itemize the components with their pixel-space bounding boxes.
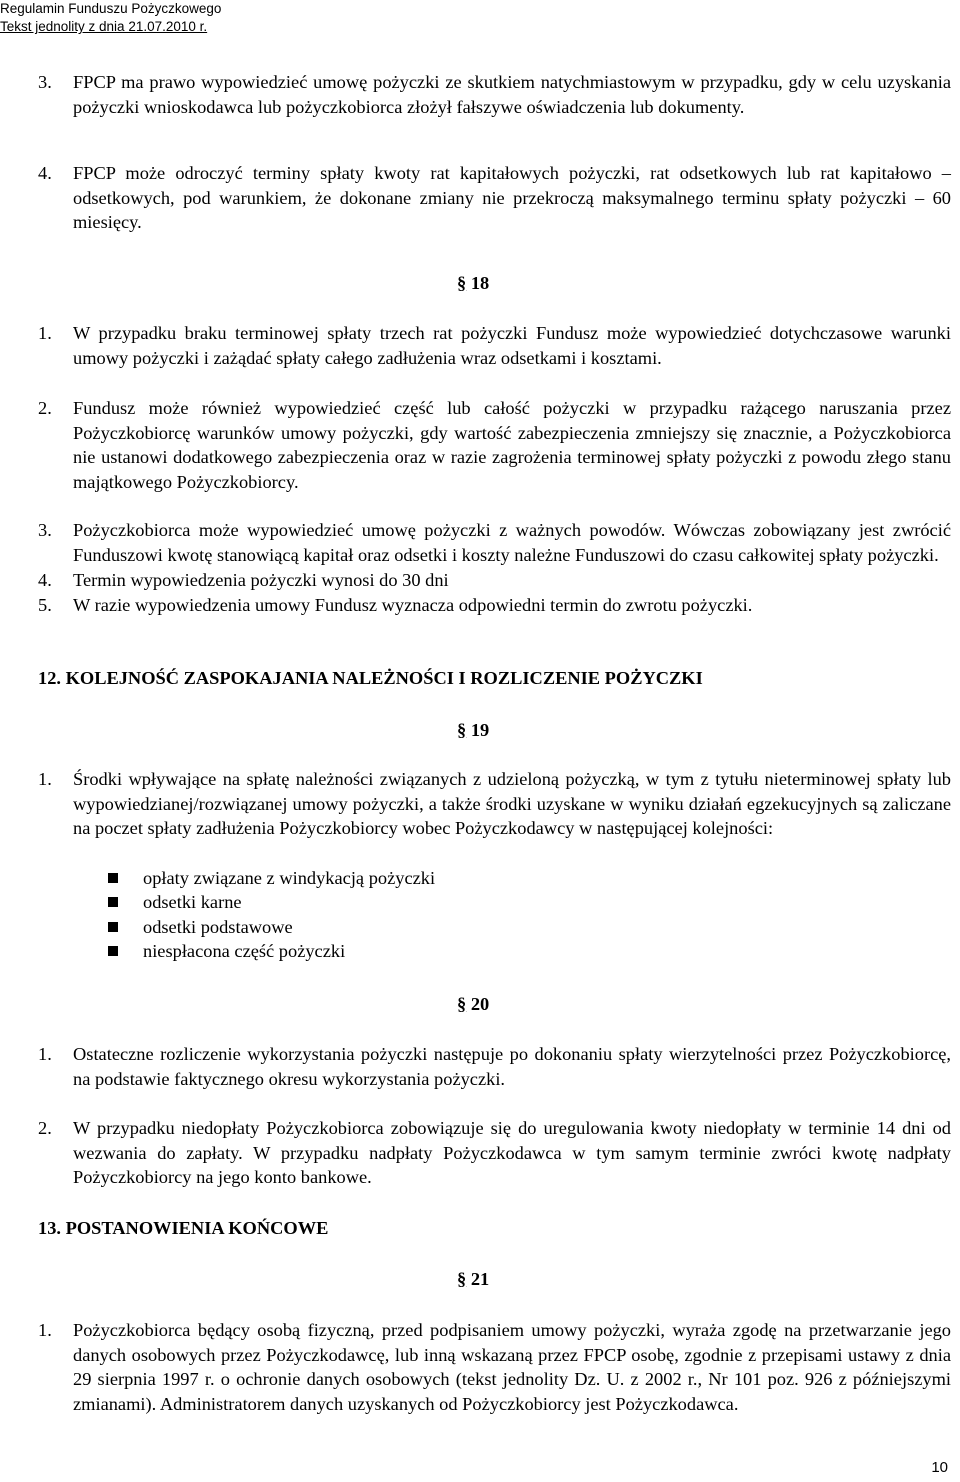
list-item — [73, 161, 951, 235]
item-number: 3. — [38, 72, 52, 92]
list-item — [73, 568, 951, 593]
paragraph-number: 19 — [470, 720, 490, 740]
item-text: Pożyczkobiorca będący osobą fizyczną, przed podpisaniem umowy pożyczki, wyraża zgodę na przetwarzanie jego danych osobowych przez Pożyczkodawcę, lub inną wskazaną przez FPCP osobę, zgodnie z przepisami ustawy z dnia 29 sierpnia 1997 r. o ochronie danych osobowych (tekst jednolity Dz. U. z 2002 r., Nr 101 poz. 926 z późniejszymi zmianami). Administratorem danych uzyskanych od Pożyczkobiorcy jest Pożyczkodawca. — [73, 1320, 951, 1414]
paragraph-sign: § — [457, 994, 467, 1014]
item-text: W razie wypowiedzenia umowy Fundusz wyznacza odpowiedni termin do zwrotu pożyczki. — [73, 595, 753, 615]
bullet-item: niespłacona część pożyczki — [143, 941, 346, 961]
item-text: Ostateczne rozliczenie wykorzystania pożyczki następuje po dokonaniu spłaty wierzytelności przez Pożyczkobiorcę, na podstawie faktycznego okresu wykorzystania pożyczki. — [73, 1044, 951, 1089]
paragraph-sign: § — [457, 273, 467, 293]
chapter-title-12: 12. KOLEJNOŚĆ ZASPOKAJANIA NALEŻNOŚCI I ROZLICZENIE POŻYCZKI — [38, 668, 703, 688]
item-text: W przypadku niedopłaty Pożyczkobiorca zobowiązuje się do uregulowania kwoty niedopłaty w terminie 14 dni od wezwania do zapłaty. W przypadku nadpłaty Pożyczkodawca w tym samym terminie zwróci kwotę nadpłaty Pożyczkobiorcy na jego konto bankowe. — [73, 1118, 951, 1188]
bullet-square-icon — [108, 873, 118, 883]
item-text: Fundusz może również wypowiedzieć część lub całość pożyczki w przypadku rażącego naruszania przez Pożyczkobiorcę warunków umowy pożyczki, gdy wartość zabezpieczenia zmniejszy się znacznie, a Pożyczkobiorca nie ustanowi dodatkowego zabezpieczenia oraz w razie zagrożenia terminowej spłaty pożyczki z powodu złego stanu majątkowego Pożyczkobiorcy. — [73, 398, 951, 492]
document-title: Regulamin Funduszu Pożyczkowego — [0, 1, 222, 16]
bullet-square-icon — [108, 897, 118, 907]
item-number: 4. — [38, 570, 52, 590]
item-text: FPCP ma prawo wypowiedzieć umowę pożyczki ze skutkiem natychmiastowym w przypadku, gdy w celu uzyskania pożyczki wnioskodawca lub pożyczkobiorca złożył fałszywe oświadczenia lub dokumenty. — [73, 72, 951, 117]
list-item — [73, 396, 951, 494]
bullet-item: odsetki podstawowe — [143, 917, 293, 937]
paragraph-number: 20 — [470, 994, 490, 1014]
paragraph-sign: § — [457, 720, 467, 740]
list-item — [73, 1042, 951, 1091]
paragraph-number: 18 — [470, 273, 490, 293]
item-number: 2. — [38, 398, 52, 418]
chapter-title-13: 13. POSTANOWIENIA KOŃCOWE — [38, 1218, 329, 1238]
paragraph-heading-20 — [457, 992, 489, 1016]
item-number: 4. — [38, 163, 52, 183]
list-item — [73, 518, 951, 567]
item-number: 3. — [38, 520, 52, 540]
bullet-square-icon — [108, 922, 118, 932]
bullet-item: odsetki karne — [143, 892, 242, 912]
page-number: 10 — [931, 1459, 948, 1476]
bullet-square-icon — [108, 946, 118, 956]
document-version: Tekst jednolity z dnia 21.07.2010 r. — [0, 19, 208, 34]
paragraph-number: 21 — [470, 1269, 490, 1289]
list-item — [73, 593, 951, 618]
item-text: Termin wypowiedzenia pożyczki wynosi do 30 dni — [73, 570, 449, 590]
item-text: W przypadku braku terminowej spłaty trzech rat pożyczki Fundusz może wypowiedzieć dotychczasowe warunki umowy pożyczki i zażądać spłaty całego zadłużenia wraz odsetkami i kosztami. — [73, 323, 951, 368]
item-text: FPCP może odroczyć terminy spłaty kwoty rat kapitałowych pożyczki, rat odsetkowych lub rat kapitałowo – odsetkowych, pod warunkiem, że dokonane zmiany nie przekroczą maksymalnego terminu spłaty pożyczki – 60 miesięcy. — [73, 163, 951, 233]
item-number: 2. — [38, 1118, 52, 1138]
paragraph-heading-18 — [457, 271, 489, 295]
paragraph-heading-21 — [457, 1267, 489, 1291]
list-item — [73, 1318, 951, 1416]
list-item — [73, 1116, 951, 1190]
bullet-item: opłaty związane z windykacją pożyczki — [143, 868, 436, 888]
paragraph-heading-19 — [457, 718, 489, 742]
item-number: 1. — [38, 1044, 52, 1064]
item-number: 1. — [38, 769, 52, 789]
list-item — [73, 70, 951, 119]
item-number: 1. — [38, 323, 52, 343]
item-text: Środki wpływające na spłatę należności związanych z udzieloną pożyczką, w tym z tytułu nieterminowej spłaty lub wypowiedzianej/rozwiązanej umowy pożyczki, a także środki uzyskane w wyniku działań egzekucyjnych są zaliczane na poczet spłaty zadłużenia Pożyczkobiorcy wobec Pożyczkodawcy w następującej kolejności: — [73, 769, 951, 839]
paragraph-sign: § — [457, 1269, 467, 1289]
list-item — [73, 767, 951, 841]
list-item — [73, 321, 951, 370]
item-text: Pożyczkobiorca może wypowiedzieć umowę pożyczki z ważnych powodów. Wówczas zobowiązany jest zwrócić Funduszowi kwotę stanowiącą kapitał oraz odsetki i koszty należne Funduszowi do czasu całkowitej spłaty pożyczki. — [73, 520, 951, 565]
item-number: 5. — [38, 595, 52, 615]
item-number: 1. — [38, 1320, 52, 1340]
